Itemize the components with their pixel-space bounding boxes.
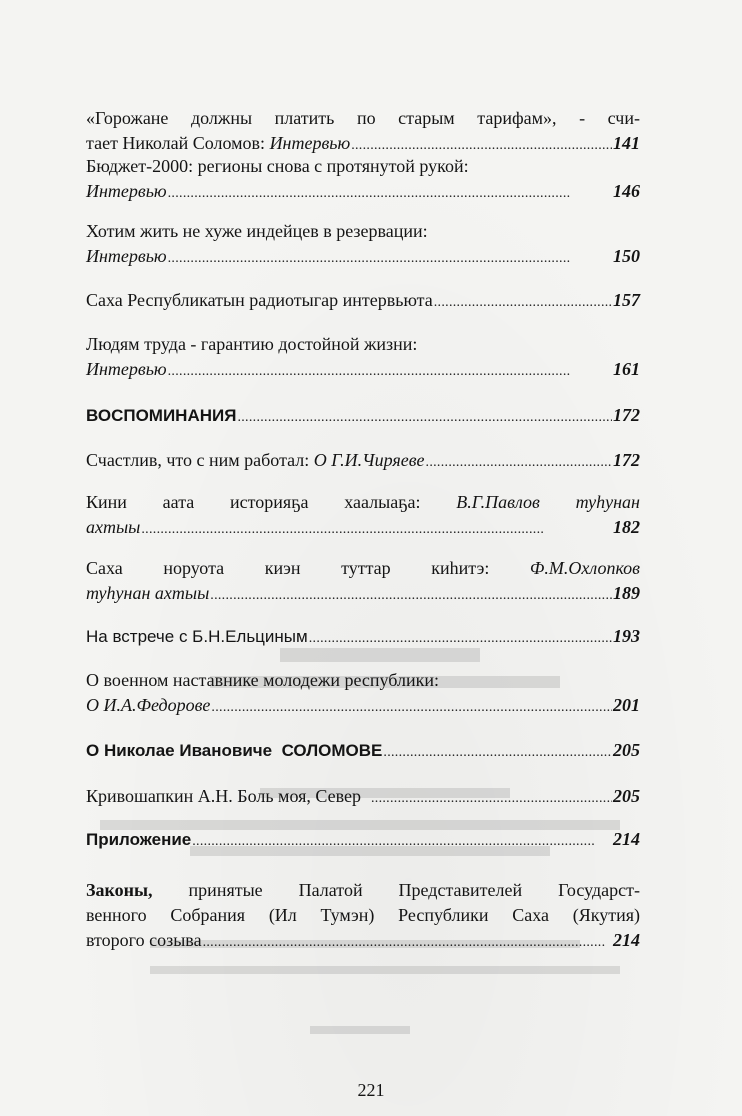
toc-page-number: 205	[613, 740, 640, 760]
toc-entry	[86, 219, 640, 269]
toc-line	[86, 106, 640, 131]
toc-title: Людям труда - гарантию достойной жизни:	[86, 334, 418, 354]
toc-page-number: 150	[613, 246, 640, 266]
toc-section-heading: О Николае Ивановиче СОЛОМОВЕ	[86, 741, 383, 760]
toc-line	[86, 357, 640, 382]
toc-page-number: 214	[613, 930, 640, 950]
toc-entry	[86, 668, 640, 718]
toc-entry	[86, 827, 640, 852]
toc-line	[86, 784, 640, 809]
dot-leader	[237, 403, 612, 430]
toc-entry	[86, 556, 640, 606]
dot-leader	[210, 581, 612, 608]
toc-entry	[86, 332, 640, 382]
toc-entry	[86, 738, 640, 763]
toc-page-number: 146	[613, 181, 640, 201]
dot-leader	[426, 448, 612, 475]
toc-page-number: 172	[613, 450, 640, 470]
toc-page-number: 161	[613, 359, 640, 379]
toc-title: второго созыва	[86, 930, 202, 950]
toc-entry	[86, 624, 640, 649]
toc-line	[86, 556, 640, 581]
toc-title: Кини аата историяҕа хаалыаҕа:	[86, 492, 457, 512]
dot-leader	[211, 693, 612, 720]
toc-title: Счастлив, что с ним работал:	[86, 450, 314, 470]
dot-leader	[168, 357, 612, 384]
toc-subtitle: Интервью	[269, 133, 351, 153]
toc-line	[86, 668, 640, 693]
toc-section-heading: Законы,	[86, 880, 153, 900]
toc-section-heading: Приложение	[86, 830, 192, 849]
toc-page-number: 182	[613, 517, 640, 537]
dot-leader	[309, 624, 612, 651]
toc-line	[86, 131, 640, 156]
toc-line	[86, 738, 640, 763]
toc-entry	[86, 448, 640, 473]
toc-entry	[86, 403, 640, 428]
toc-line	[86, 219, 640, 244]
toc-page-number: 172	[613, 405, 640, 425]
toc-title: «Горожане должны платить по старым тарифам», - счи-	[86, 108, 640, 128]
toc-title: принятые Палатой Представителей Государст-	[152, 880, 640, 900]
toc-line	[86, 581, 640, 606]
toc-subtitle: Интервью	[86, 359, 167, 379]
toc-line	[86, 878, 640, 903]
toc-page-number: 193	[613, 626, 640, 646]
dot-leader	[141, 515, 612, 542]
toc-entry	[86, 878, 640, 953]
toc-line	[86, 288, 640, 313]
toc-subtitle: туһунан ахтыы	[86, 583, 210, 603]
toc-page-number: 201	[613, 695, 640, 715]
toc-line	[86, 332, 640, 357]
dot-leader	[168, 244, 612, 271]
toc-line	[86, 179, 640, 204]
toc-entry	[86, 784, 640, 809]
toc-subtitle: В.Г.Павлов туһунан	[456, 492, 640, 512]
toc-title: Саха норуота киэн туттар киһитэ:	[86, 558, 530, 578]
toc-title: тает Николай Соломов:	[86, 133, 270, 153]
toc-section-heading: ВОСПОМИНАНИЯ	[86, 406, 237, 425]
toc-page-number: 157	[613, 290, 640, 310]
toc-subtitle: О И.А.Федорове	[86, 695, 211, 715]
toc-entry	[86, 106, 640, 156]
toc-line	[86, 403, 640, 428]
toc-subtitle: Интервью	[86, 246, 167, 266]
toc-title: венного Собрания (Ил Тумэн) Республики Саха (Якутия)	[86, 905, 640, 925]
toc-subtitle: Интервью	[86, 181, 167, 201]
toc-line	[86, 490, 640, 515]
toc-page-number: 189	[613, 583, 640, 603]
toc-title: О военном наставнике молодежи республики:	[86, 670, 439, 690]
toc-page-number: 214	[613, 829, 640, 849]
dot-leader	[192, 827, 612, 854]
toc-subtitle: О Г.И.Чиряеве	[313, 450, 425, 470]
toc-subtitle: Ф.М.Охлопков	[529, 558, 640, 578]
toc-page-number: 205	[613, 786, 640, 806]
dot-leader	[434, 288, 612, 315]
toc-entry	[86, 288, 640, 313]
toc-title: Хотим жить не хуже индейцев в резервации:	[86, 221, 428, 241]
toc-line	[86, 624, 640, 649]
toc-title: Бюджет-2000: регионы снова с протянутой рукой:	[86, 156, 469, 176]
toc-line	[86, 515, 640, 540]
toc-line	[86, 244, 640, 269]
toc-entry	[86, 154, 640, 204]
dot-leader	[371, 784, 612, 811]
toc-line	[86, 827, 640, 852]
dot-leader	[203, 928, 612, 955]
toc-line	[86, 448, 640, 473]
toc-line	[86, 903, 640, 928]
toc-entry	[86, 490, 640, 540]
toc-title: Кривошапкин А.Н. Боль моя, Север	[86, 786, 370, 806]
toc-page-number: 141	[613, 133, 640, 153]
dot-leader	[168, 179, 612, 206]
page-number: 221	[357, 1080, 385, 1100]
toc-subtitle: ахтыы	[86, 517, 141, 537]
dot-leader	[383, 738, 612, 765]
toc-title: Саха Республикатын радиотыгар интервьюта	[86, 290, 433, 310]
toc-line	[86, 154, 640, 179]
toc-title: На встрече с Б.Н.Ельциным	[86, 627, 308, 646]
toc-line	[86, 693, 640, 718]
toc-line	[86, 928, 640, 953]
